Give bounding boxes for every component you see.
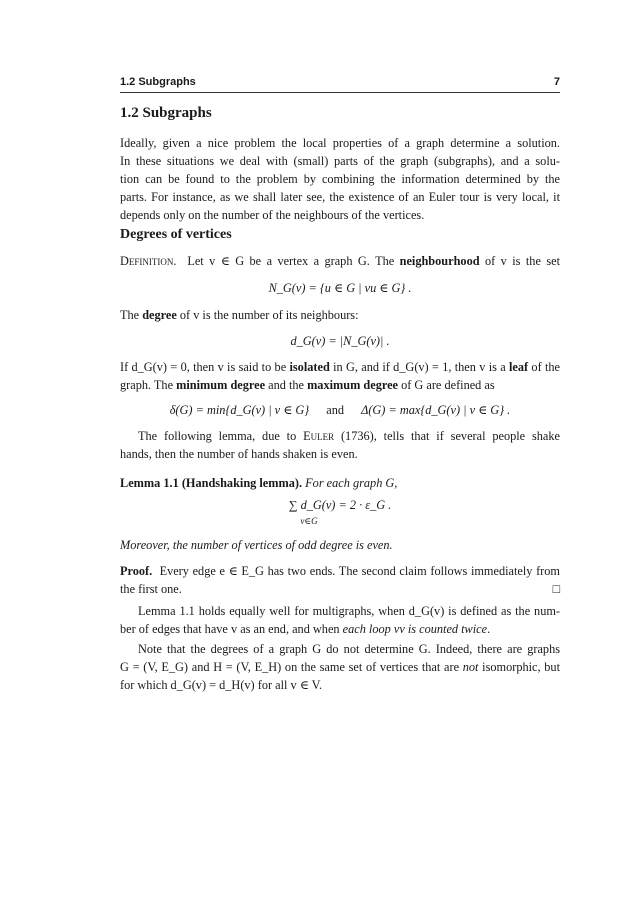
intro-line: In these situations we deal with (small) parts of the graph (subgraphs), and a solu-: [120, 154, 560, 168]
intro-paragraph: [120, 134, 560, 224]
para-text: The following lemma, due to: [138, 429, 304, 443]
para-text: (1736), tells that if several people shake: [334, 429, 560, 443]
intro-line: depends only on the number of the neighbours of the vertices.: [120, 208, 425, 222]
multigraph-paragraph: [120, 602, 560, 638]
minimum-degree-term: minimum degree: [176, 378, 266, 392]
degree-text: of v is the number of its neighbours:: [176, 308, 359, 322]
final-paragraph: [120, 640, 560, 694]
definition-label: Definition.: [120, 254, 177, 268]
para-text: of G are defined as: [398, 378, 495, 392]
intro-line: Ideally, given a nice problem the local properties of a graph determine a solution.: [120, 136, 560, 150]
running-header: [120, 73, 560, 91]
euler-name: Euler: [303, 429, 335, 443]
lemma-label: Lemma 1.1 (Handshaking lemma).: [120, 476, 303, 490]
handshake-formula: ∑ d_G(v) = 2 · ε_G .: [288, 498, 392, 512]
page-number: 7: [553, 76, 560, 88]
para-text: Lemma 1.1 holds equally well for multigraphs, when d_G(v) is defined as the num-: [138, 604, 560, 618]
definition-text: of v is the set: [479, 254, 560, 268]
para-text: of the: [528, 360, 560, 374]
para-text: G = (V, E_G) and H = (V, E_H) on the same set of vertices that are: [120, 660, 463, 674]
para-text: for which d_G(v) = d_H(v) for all v ∈ V.: [120, 678, 323, 692]
proof-text: Every edge e ∈ E_G has two ends. The second claim follows immediately from: [159, 564, 560, 578]
header-rule: [120, 92, 560, 93]
degree-formula: d_G(v) = |N_G(v)| .: [290, 334, 390, 348]
para-text: .: [487, 622, 491, 636]
subsection-title: Degrees of vertices: [120, 227, 232, 242]
lemma-statement: [120, 474, 560, 492]
para-text: graph. The: [120, 378, 177, 392]
proof-paragraph: [120, 562, 560, 598]
degree-text: The: [120, 308, 143, 322]
not-emphasis: not: [462, 660, 479, 674]
para-text: hands, then the number of hands shaken is even.: [120, 447, 358, 461]
para-text: If d_G(v) = 0, then v is said to be: [120, 360, 290, 374]
proof-text: the first one.: [120, 582, 182, 596]
intro-line: parts. For instance, as we shall later see, the existence of an Euler tour is very local, it: [120, 190, 560, 204]
leaf-term: leaf: [508, 360, 529, 374]
para-text: isomorphic, but: [478, 660, 560, 674]
degree-term: degree: [142, 308, 177, 322]
running-title: 1.2 Subgraphs: [120, 76, 196, 88]
qed-symbol: □: [552, 582, 560, 596]
section-title: 1.2 Subgraphs: [120, 105, 212, 121]
lemma-text: For each graph G,: [305, 476, 398, 490]
para-text: in G, and if d_G(v) = 1, then v is a: [329, 360, 509, 374]
degree-paragraph: [120, 306, 560, 324]
maximum-degree-term: maximum degree: [307, 378, 399, 392]
min-max-degree-formula: [120, 401, 560, 419]
isolated-term: isolated: [289, 360, 330, 374]
loop-emphasis: each loop vv is counted twice: [342, 622, 488, 636]
neighbourhood-term: neighbourhood: [399, 254, 480, 268]
lemma-tail: Moreover, the number of vertices of odd degree is even.: [120, 538, 393, 552]
proof-label: Proof.: [120, 564, 153, 578]
sum-index: v∈G: [300, 516, 318, 526]
intro-line: tion can be found to the problem by combining the information determined by the: [120, 172, 560, 186]
definition-text: Let v ∈ G be a vertex a graph G. The: [187, 254, 400, 268]
max-degree-formula: Δ(G) = max{d_G(v) | v ∈ G} .: [361, 403, 511, 417]
para-text: Note that the degrees of a graph G do not determine G. Indeed, there are graphs: [138, 642, 560, 656]
definition-paragraph: [120, 252, 560, 270]
para-text: ber of edges that have v as an end, and when: [120, 622, 343, 636]
min-degree-formula: δ(G) = min{d_G(v) | v ∈ G}: [169, 403, 310, 417]
isolated-paragraph: [120, 358, 560, 394]
para-text: and the: [265, 378, 308, 392]
neighbourhood-formula: N_G(v) = {u ∈ G | vu ∈ G} .: [268, 281, 412, 295]
euler-paragraph: [120, 427, 560, 463]
formula-and: and: [326, 403, 345, 417]
